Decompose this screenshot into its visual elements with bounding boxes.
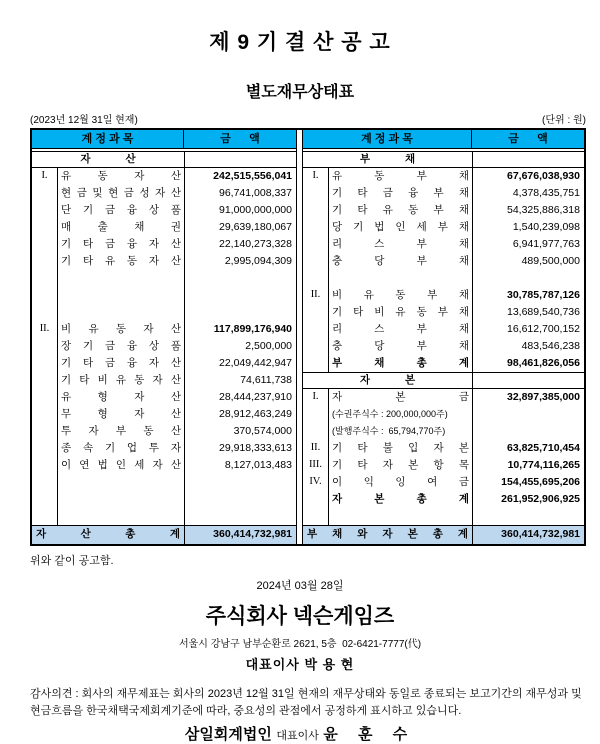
account-amount: 2,500,000 [184, 338, 296, 355]
account-amount: 96,741,008,337 [184, 185, 296, 202]
left-row-item [32, 355, 296, 372]
account-name: (발행주식수 : 65,794,770주) [332, 426, 446, 436]
row-numeral: I. [303, 389, 329, 406]
row-numeral [303, 253, 329, 270]
row-numeral [32, 389, 58, 406]
assets-section-amount-cell [184, 152, 296, 167]
row-numeral [303, 202, 329, 219]
right-row-note [303, 423, 584, 440]
assets-total-label: 자 산 총 계 [36, 528, 180, 540]
account-amount: 98,461,826,056 [472, 355, 584, 372]
right-row-item [303, 219, 584, 236]
section-amount-cell [472, 373, 584, 388]
right-row-item [303, 236, 584, 253]
account-name [329, 270, 472, 287]
row-numeral [32, 185, 58, 202]
account-amount: 8,127,013,483 [184, 457, 296, 474]
left-row-item [32, 236, 296, 253]
account-name: 단 기 금 융 상 품 [61, 204, 181, 216]
account-name: 리 스 부 채 [332, 323, 469, 335]
row-numeral [32, 236, 58, 253]
liabilities-equity-column [302, 130, 584, 544]
account-name: 유 형 자 산 [61, 391, 181, 403]
account-name: 이 연 법 인 세 자 산 [61, 459, 181, 471]
right-row-blank [303, 270, 584, 287]
row-numeral [32, 423, 58, 440]
row-numeral [32, 253, 58, 270]
row-numeral: II. [303, 440, 329, 457]
account-amount: 63,825,710,454 [472, 440, 584, 457]
right-row-group [303, 457, 584, 474]
account-amount: 22,140,273,328 [184, 236, 296, 253]
account-name: 현 금 및 현 금 성 자 산 [61, 187, 181, 199]
row-numeral [303, 219, 329, 236]
ceo-line: 대표이사 박 용 현 [245, 657, 355, 672]
right-row-group [303, 474, 584, 491]
left-row-blank [32, 474, 296, 491]
account-name: 자 본 총 계 [332, 493, 469, 505]
row-numeral [32, 491, 58, 508]
liabilities-equity-total-label: 부 채 와 자 본 총 계 [307, 528, 468, 540]
row-numeral [32, 202, 58, 219]
row-numeral [303, 270, 329, 287]
left-row-item [32, 423, 296, 440]
row-numeral [303, 423, 329, 440]
account-amount [472, 423, 584, 440]
row-numeral: III. [303, 457, 329, 474]
audit-opinion: 감사의견 : 회사의 재무제표는 회사의 2023년 12월 31일 현재의 재무상태와 동일로 종료되는 보고기간의 재무성과 및 현금흐름을 한국채택국제회계기준에 따라, 중요성의 관점에서 공정하게 표시하고 있습니다. [30, 688, 582, 717]
liabilities-section-label: 부 채 [359, 153, 416, 165]
right-row-group [303, 440, 584, 457]
assets-section-label: 자 산 [80, 153, 136, 165]
audit-firm-ceo-title: 대표이사 [276, 730, 319, 742]
liabilities-section-amount-cell [472, 152, 584, 167]
account-name [58, 508, 184, 525]
right-row-group [303, 287, 584, 304]
row-numeral [32, 474, 58, 491]
account-amount: 13,689,540,736 [472, 304, 584, 321]
account-name [58, 287, 184, 304]
right-row-note [303, 406, 584, 423]
account-amount: 28,444,237,910 [184, 389, 296, 406]
right-row-item [303, 321, 584, 338]
account-amount: 483,546,238 [472, 338, 584, 355]
account-name: 충 당 부 채 [332, 255, 469, 267]
account-name [58, 491, 184, 508]
row-numeral: II. [303, 287, 329, 304]
account-amount: 29,918,333,613 [184, 440, 296, 457]
left-row-item [32, 372, 296, 389]
left-row-item [32, 389, 296, 406]
account-name: 자 본 금 [332, 391, 469, 403]
account-amount: 489,500,000 [472, 253, 584, 270]
company-name: 주식회사 넥슨게임즈 [205, 605, 395, 628]
row-numeral [32, 508, 58, 525]
account-amount [472, 508, 584, 525]
row-numeral [32, 406, 58, 423]
account-name: 무 형 자 산 [61, 408, 181, 420]
right-row-subtotal [303, 355, 584, 372]
account-name: 기 타 금 융 자 산 [61, 357, 181, 369]
assets-section-row [32, 151, 296, 168]
left-row-blank [32, 304, 296, 321]
liabilities-equity-total-amount: 360,414,732,981 [472, 526, 584, 544]
row-numeral: I. [303, 168, 329, 185]
account-name: 충 당 부 채 [332, 340, 469, 352]
row-numeral [303, 491, 329, 508]
account-name: 기 타 자 본 항 목 [332, 459, 469, 471]
account-name: 리 스 부 채 [332, 238, 469, 250]
liabilities-header-row [303, 130, 584, 149]
equity-section-label: 자 본 [359, 374, 416, 386]
left-row-item [32, 219, 296, 236]
account-amount [184, 474, 296, 491]
account-name: 비 유 동 자 산 [61, 323, 181, 335]
left-row-item [32, 202, 296, 219]
row-numeral [32, 270, 58, 287]
account-amount: 154,455,695,206 [472, 474, 584, 491]
row-numeral [32, 440, 58, 457]
row-numeral [303, 406, 329, 423]
account-amount: 54,325,886,318 [472, 202, 584, 219]
account-amount: 1,540,239,098 [472, 219, 584, 236]
account-name: 기 타 유 동 부 채 [332, 204, 469, 216]
account-name: 기 타 금 융 부 채 [332, 187, 469, 199]
assets-total-amount: 360,414,732,981 [184, 526, 296, 544]
right-row-subtotal [303, 491, 584, 508]
row-numeral [303, 508, 329, 525]
account-amount [184, 287, 296, 304]
left-row-item [32, 406, 296, 423]
account-amount [184, 508, 296, 525]
account-name [58, 474, 184, 491]
account-title-header: 계 정 과 목 [32, 130, 184, 148]
announcement-date: 2024년 03월 28일 [256, 580, 344, 592]
account-amount: 32,897,385,000 [472, 389, 584, 406]
account-name: 유 동 부 채 [332, 170, 469, 182]
account-amount: 29,639,180,067 [184, 219, 296, 236]
assets-header-row [32, 130, 296, 149]
right-row-item [303, 304, 584, 321]
account-amount: 2,995,094,309 [184, 253, 296, 270]
account-amount: 30,785,787,126 [472, 287, 584, 304]
amount-header: 금 액 [220, 133, 260, 145]
row-numeral [303, 321, 329, 338]
account-name: 기 타 비 유 동 부 채 [332, 306, 469, 318]
account-name [58, 304, 184, 321]
page-title: 제 9 기 결 산 공 고 [209, 31, 391, 54]
right-row-item [303, 338, 584, 355]
audit-firm-ceo-name: 윤 훈 수 [323, 726, 416, 743]
left-row-blank [32, 287, 296, 304]
liabilities-equity-total-row [303, 525, 584, 544]
audit-firm-name: 삼일회계법인 [184, 726, 272, 743]
row-numeral [32, 219, 58, 236]
announcement-note: 위와 같이 공고함. [30, 555, 114, 567]
account-name: 이 익 잉 여 금 [332, 476, 469, 488]
account-amount: 117,899,176,940 [184, 321, 296, 338]
row-numeral: IV. [303, 474, 329, 491]
account-amount [184, 304, 296, 321]
account-name [58, 270, 184, 287]
account-amount [472, 406, 584, 423]
left-row-blank [32, 508, 296, 525]
account-name: 매 출 채 권 [61, 221, 181, 233]
left-row-blank [32, 270, 296, 287]
account-name [329, 508, 472, 525]
row-numeral: I. [32, 168, 58, 185]
account-name: 투 자 부 동 산 [61, 425, 181, 437]
left-row-item [32, 338, 296, 355]
account-name: 장 기 금 융 상 품 [61, 340, 181, 352]
left-row-blank [32, 491, 296, 508]
account-amount: 28,912,463,249 [184, 406, 296, 423]
account-amount: 242,515,556,041 [184, 168, 296, 185]
row-numeral [303, 185, 329, 202]
amount-header: 금 액 [508, 133, 548, 145]
row-numeral [303, 236, 329, 253]
account-amount: 370,574,000 [184, 423, 296, 440]
meta-row [30, 111, 586, 126]
company-address: 서울시 강남구 남부순환로 2621, 5층 02-6421-7777(代) [178, 639, 422, 650]
liabilities-section-row [303, 151, 584, 168]
account-amount [472, 270, 584, 287]
right-row-item [303, 253, 584, 270]
account-name: 당 기 법 인 세 부 채 [332, 221, 469, 233]
liabilities-equity-rows [303, 168, 584, 525]
account-name: 기 타 불 입 자 본 [332, 442, 469, 454]
account-name: 기 타 비 유 동 자 산 [61, 374, 181, 386]
row-numeral [32, 372, 58, 389]
right-row-section [303, 372, 584, 389]
account-name: 기 타 유 동 자 산 [61, 255, 181, 267]
account-name: 부 채 총 계 [332, 357, 469, 369]
account-amount: 22,049,442,947 [184, 355, 296, 372]
assets-total-row [32, 525, 296, 544]
account-name: 유 동 자 산 [61, 170, 181, 182]
account-name: 비 유 동 부 채 [332, 289, 469, 301]
assets-rows [32, 168, 296, 525]
left-row-group [32, 168, 296, 185]
row-numeral [32, 287, 58, 304]
row-numeral: II. [32, 321, 58, 338]
row-numeral [303, 338, 329, 355]
account-amount: 261,952,906,925 [472, 491, 584, 508]
balance-sheet-table [30, 128, 586, 546]
right-row-item [303, 185, 584, 202]
left-row-item [32, 185, 296, 202]
right-row-group [303, 168, 584, 185]
account-amount [184, 270, 296, 287]
statement-title: 별도재무상태표 [245, 84, 355, 101]
account-name: 기 타 금 융 자 산 [61, 238, 181, 250]
account-amount: 91,000,000,000 [184, 202, 296, 219]
right-row-blank [303, 508, 584, 525]
account-amount [184, 491, 296, 508]
left-row-item [32, 440, 296, 457]
as-of-date: (2023년 12월 31일 현재) [30, 115, 138, 126]
row-numeral [32, 338, 58, 355]
unit-label: (단위 : 원) [542, 115, 586, 126]
account-amount: 67,676,038,930 [472, 168, 584, 185]
right-row-group [303, 389, 584, 406]
account-name: 종 속 기 업 투 자 [61, 442, 181, 454]
account-amount: 74,611,738 [184, 372, 296, 389]
row-numeral [303, 355, 329, 372]
row-numeral [32, 457, 58, 474]
right-row-item [303, 202, 584, 219]
left-row-item [32, 457, 296, 474]
row-numeral [303, 304, 329, 321]
assets-column [32, 130, 297, 544]
left-row-item [32, 253, 296, 270]
row-numeral [32, 304, 58, 321]
row-numeral [32, 355, 58, 372]
account-amount: 4,378,435,751 [472, 185, 584, 202]
account-title-header: 계 정 과 목 [303, 130, 472, 148]
account-amount: 10,774,116,265 [472, 457, 584, 474]
left-row-group [32, 321, 296, 338]
account-name: (수권주식수 : 200,000,000주) [332, 409, 448, 419]
account-amount: 16,612,700,152 [472, 321, 584, 338]
auditor-line [0, 723, 600, 744]
account-amount: 6,941,977,763 [472, 236, 584, 253]
